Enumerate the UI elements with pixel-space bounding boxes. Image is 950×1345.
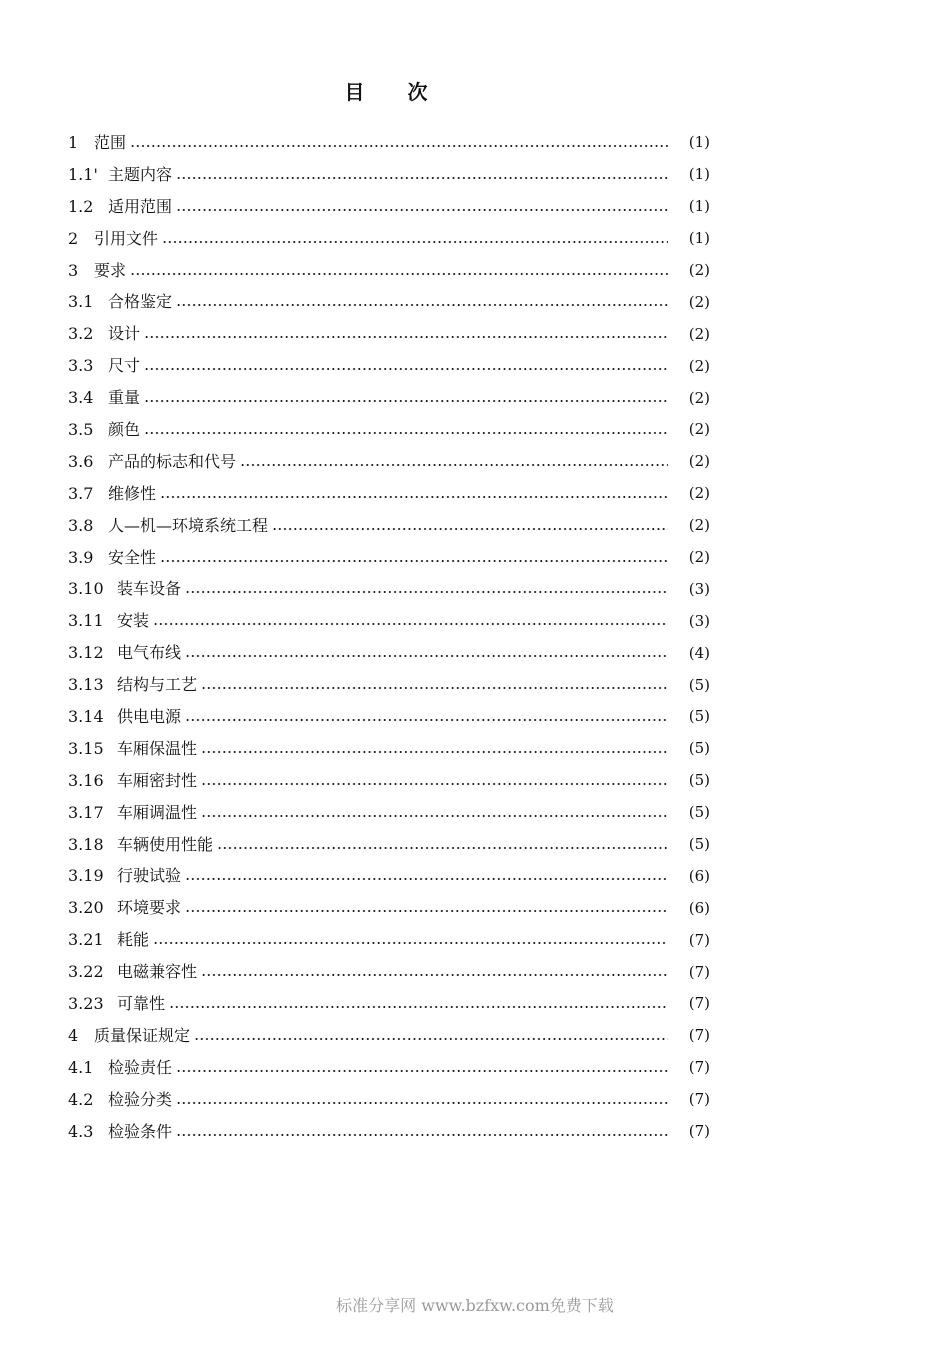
toc-entry-page: (2) (688, 356, 710, 375)
dot-leader (185, 909, 668, 913)
toc-entry-number: 3.18 (68, 834, 104, 854)
toc-entry[interactable] (68, 414, 710, 446)
toc-entry-number: 3.10 (68, 579, 104, 599)
dot-leader (153, 941, 668, 945)
toc-entry-number: 3.7 (68, 483, 94, 503)
toc-entry-label: 设计 (108, 324, 141, 344)
toc-entry-page: (2) (688, 452, 710, 471)
toc-entry-number: 3.6 (68, 451, 94, 471)
toc-entry-label: 车辆使用性能 (117, 834, 214, 854)
dot-leader (162, 240, 668, 244)
dot-leader (176, 208, 668, 212)
toc-entry-label: 重量 (108, 388, 141, 408)
toc-entry-page: (7) (688, 1090, 710, 1109)
dot-leader (185, 590, 668, 594)
toc-entry[interactable] (68, 318, 710, 350)
dot-leader (185, 654, 668, 658)
toc-entry-number: 4 (68, 1025, 79, 1045)
toc-entry-label: 维修性 (108, 483, 157, 503)
toc-entry-label: 可靠性 (117, 993, 166, 1013)
toc-entry-number: 1.2 (68, 196, 94, 216)
toc-entry-page: (5) (688, 675, 710, 694)
toc-entry-number: 3.23 (68, 993, 104, 1013)
toc-entry-label: 环境要求 (117, 898, 182, 918)
toc-entry-page: (7) (688, 1058, 710, 1077)
toc-entry-page: (6) (688, 898, 710, 917)
toc-entry-label: 车厢保温性 (117, 738, 198, 758)
dot-leader (144, 399, 668, 403)
toc-entry-label: 适用范围 (108, 196, 173, 216)
toc-entry[interactable] (68, 637, 710, 669)
toc-entry-label: 颜色 (108, 419, 141, 439)
toc-entry-number: 3.17 (68, 802, 104, 822)
toc-entry[interactable] (68, 255, 710, 287)
toc-entry-page: (2) (688, 420, 710, 439)
toc-entry-number: 3.13 (68, 675, 104, 695)
toc-entry-number: 3.11 (68, 611, 104, 631)
toc-entry-number: 3.21 (68, 930, 104, 950)
toc-entry-label: 结构与工艺 (117, 675, 198, 695)
dot-leader (160, 559, 668, 563)
toc-entry-page: (3) (688, 579, 710, 598)
toc-entry-page: (2) (688, 388, 710, 407)
toc-entry-label: 尺寸 (108, 356, 141, 376)
toc-entry-page: (1) (688, 229, 710, 248)
toc-entry-number: 3.20 (68, 898, 104, 918)
toc-entry-label: 检验责任 (108, 1057, 173, 1077)
toc-entry-number: 3.4 (68, 388, 94, 408)
toc-entry[interactable] (68, 829, 710, 861)
toc-entry[interactable] (68, 127, 710, 159)
dot-leader (201, 782, 668, 786)
toc-entry-page: (5) (688, 803, 710, 822)
toc-entry[interactable] (68, 701, 710, 733)
toc-entry-number: 3.1 (68, 292, 94, 312)
toc-entry-page: (5) (688, 771, 710, 790)
toc-entry[interactable] (68, 765, 710, 797)
toc-entry-number: 3.19 (68, 866, 104, 886)
toc-entry-label: 耗能 (117, 930, 150, 950)
dot-leader (176, 1133, 668, 1137)
toc-entry-page: (6) (688, 866, 710, 885)
toc-entry[interactable] (68, 892, 710, 924)
toc-entry-page: (7) (688, 1026, 710, 1045)
dot-leader (144, 367, 668, 371)
toc-entry[interactable] (68, 223, 710, 255)
toc-entry-number: 1 (68, 132, 79, 152)
dot-leader (176, 176, 668, 180)
toc-entry-page: (7) (688, 930, 710, 949)
toc-entry-label: 产品的标志和代号 (108, 451, 237, 471)
toc-entry-label: 检验条件 (108, 1121, 173, 1141)
toc-entry-page: (5) (688, 835, 710, 854)
toc-entry-page: (1) (688, 197, 710, 216)
toc-entry-number: 3.8 (68, 515, 94, 535)
toc-entry-label: 要求 (94, 260, 127, 280)
toc-entry-label: 供电电源 (117, 706, 182, 726)
toc-entry-number: 3.5 (68, 419, 94, 439)
toc-entry[interactable] (68, 542, 710, 574)
dot-leader (176, 303, 668, 307)
toc-entry-page: (3) (688, 611, 710, 630)
toc-entry-number: 3.15 (68, 738, 104, 758)
toc-entry-label: 车厢调温性 (117, 802, 198, 822)
toc-entry-label: 车厢密封性 (117, 770, 198, 790)
toc-entry-page: (2) (688, 548, 710, 567)
dot-leader (130, 144, 668, 148)
toc-entry-page: (2) (688, 516, 710, 535)
toc-entry[interactable] (68, 350, 710, 382)
dot-leader (217, 846, 668, 850)
dot-leader (144, 335, 668, 339)
dot-leader (194, 1037, 668, 1041)
toc-entry-label: 引用文件 (94, 228, 159, 248)
toc-entry-number: 3.9 (68, 547, 94, 567)
toc-entry[interactable] (68, 1052, 710, 1084)
toc-entry-number: 3.2 (68, 324, 94, 344)
toc-entry[interactable] (68, 956, 710, 988)
dot-leader (185, 718, 668, 722)
toc-entry-page: (1) (688, 165, 710, 184)
toc-entry-number: 3.22 (68, 962, 104, 982)
dot-leader (240, 463, 668, 467)
toc-entry[interactable] (68, 573, 710, 605)
toc-entry[interactable] (68, 478, 710, 510)
toc-entry-number: 3.3 (68, 356, 94, 376)
toc-entry-label: 主题内容 (108, 164, 173, 184)
toc-entry-label: 安全性 (108, 547, 157, 567)
toc-entry-page: (4) (688, 643, 710, 662)
dot-leader (176, 1069, 668, 1073)
toc-entry-number: 3 (68, 260, 79, 280)
toc-entry-page: (2) (688, 261, 710, 279)
toc-entry[interactable] (68, 669, 710, 701)
dot-leader (130, 272, 668, 276)
toc-entry-number: 4.1 (68, 1057, 94, 1077)
toc-entry-label: 电磁兼容性 (117, 962, 198, 982)
toc-entry-page: (1) (688, 133, 710, 152)
toc-entry[interactable] (68, 860, 710, 892)
toc-entry[interactable] (68, 605, 710, 637)
toc-entry[interactable] (68, 382, 710, 414)
dot-leader (153, 622, 668, 626)
toc-entry-label: 范围 (94, 132, 127, 152)
toc-entry-number: 4.2 (68, 1089, 94, 1109)
dot-leader (201, 814, 668, 818)
dot-leader (176, 1101, 668, 1105)
toc-entry-page: (2) (688, 292, 710, 311)
toc-entry-label: 合格鉴定 (108, 292, 173, 312)
dot-leader (169, 1005, 668, 1009)
toc-entry-page: (5) (688, 707, 710, 726)
toc-entry[interactable] (68, 446, 710, 478)
toc-entry-number: 3.12 (68, 643, 104, 663)
dot-leader (144, 431, 668, 435)
toc-entry-label: 行驶试验 (117, 866, 182, 886)
toc-entry[interactable] (68, 988, 710, 1020)
toc-entry[interactable] (68, 924, 710, 956)
toc-entry-number: 3.14 (68, 706, 104, 726)
toc-entry[interactable] (68, 797, 710, 829)
toc-entry-label: 质量保证规定 (94, 1025, 191, 1045)
page-title: 目 次 (344, 80, 446, 104)
toc-entry[interactable] (68, 191, 710, 223)
dot-leader (201, 686, 668, 690)
watermark-footer: 标准分享网 www.bzfxw.com免费下载 (336, 1296, 614, 1315)
dot-leader (272, 527, 668, 531)
dot-leader (185, 877, 668, 881)
toc-entry-label: 电气布线 (117, 643, 182, 663)
toc-entry-page: (7) (688, 1122, 710, 1141)
dot-leader (201, 973, 668, 977)
toc-entry-page: (7) (688, 962, 710, 981)
toc-entry-label: 安装 (117, 611, 150, 631)
toc-entry-label: 装车设备 (117, 579, 182, 599)
toc-entry[interactable] (68, 286, 710, 318)
toc-entry-page: (2) (688, 484, 710, 503)
toc-entry-number: 4.3 (68, 1121, 94, 1141)
toc-entry-page: (2) (688, 324, 710, 343)
toc-entry-page: (5) (688, 739, 710, 758)
toc-entry[interactable] (68, 1020, 710, 1052)
toc-entry-number: 2 (68, 228, 79, 248)
toc-entry[interactable] (68, 733, 710, 765)
toc-entry[interactable] (68, 159, 710, 191)
toc-entry[interactable] (68, 510, 710, 542)
toc-entry-label: 人—机—环境系统工程 (108, 515, 269, 535)
toc-entry-number: 3.16 (68, 770, 104, 790)
dot-leader (160, 495, 668, 499)
toc-entry[interactable] (68, 1116, 710, 1148)
toc-entry-label: 检验分类 (108, 1089, 173, 1109)
table-of-contents (68, 127, 710, 1148)
dot-leader (201, 750, 668, 754)
toc-entry-number: 1.1' (68, 164, 98, 184)
toc-entry[interactable] (68, 1084, 710, 1116)
toc-entry-page: (7) (688, 994, 710, 1013)
